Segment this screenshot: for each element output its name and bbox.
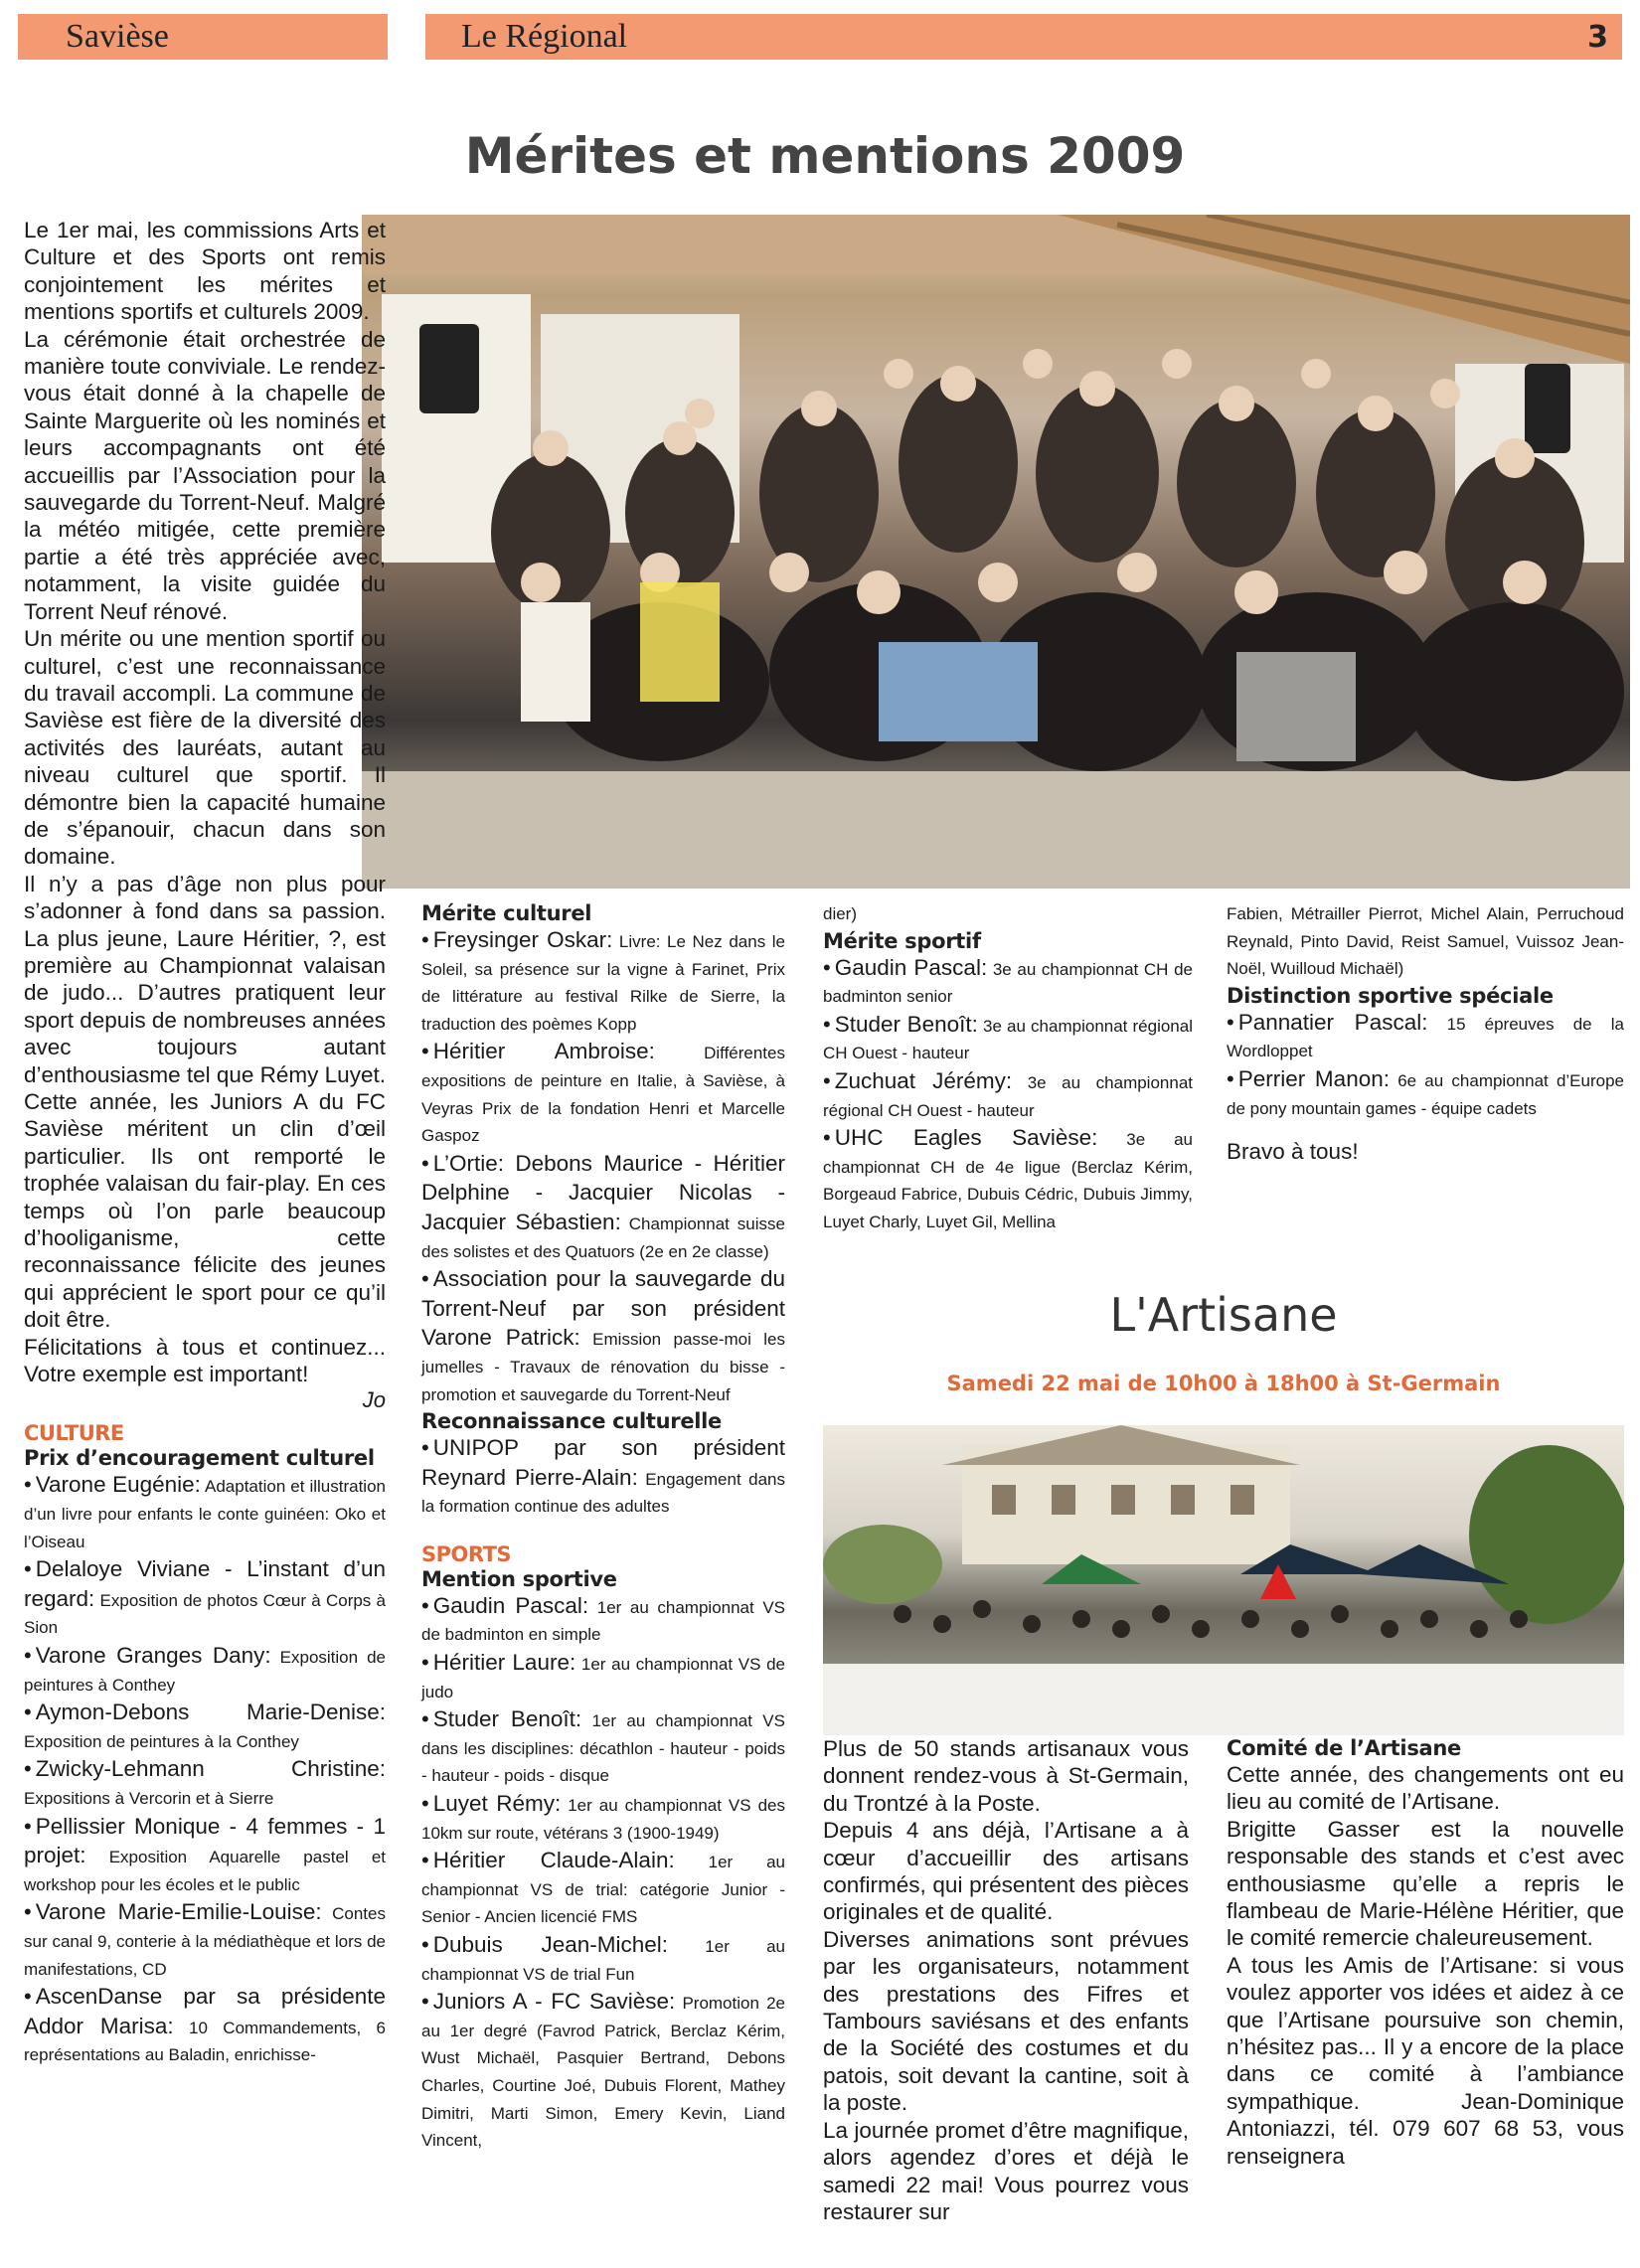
comite-heading: Comité de l’Artisane bbox=[1227, 1736, 1461, 1760]
comite-paragraph-3: A tous les Amis de l’Artisane: si vous voulez apporter vos idées et aidez à ce que l’Artisane poursuive son chemin, n’hésitez pas... Il y a encore de la place dans ce comité à l’ambiance sympathique. Jean-Dominique Antoniazzi, tél. 079 607 68 53, vous renseignera bbox=[1227, 1952, 1624, 2169]
artisane-paragraph-3: Diverses animations sont prévues par les organisateurs, notamment des prestations des Fifres et Tambours saviésans et des enfants de la Société des costumes et du patois, soit devant la cantine, soit à la poste. bbox=[823, 1926, 1189, 2116]
artisane-paragraph-2: Depuis 4 ans déjà, l’Artisane a à cœur d’accueillir des artisans confirmés, qui présentent des pièces originales et de qualité. bbox=[823, 1818, 1189, 1925]
intro-paragraph-1: Le 1er mai, les commissions Arts et Culture et des Sports ont remis conjointement les mérites et mentions sportifs et culturels 2009. bbox=[24, 218, 386, 325]
column-artisane-2 bbox=[1227, 1735, 1624, 2170]
column-awards-2 bbox=[823, 900, 1193, 1236]
author-signature: Jo bbox=[362, 1387, 386, 1413]
merite-culturel-heading: Mérite culturel bbox=[421, 901, 592, 925]
list-item: • Zuchuat Jérémy: 3e au championnat régional CH Ouest - hauteur bbox=[823, 1067, 1193, 1120]
column-artisane-1 bbox=[823, 1735, 1189, 2225]
artisane-subtitle: Samedi 22 mai de 10h00 à 18h00 à St-Germain bbox=[946, 1372, 1501, 1395]
merite-sportif-heading: Mérite sportif bbox=[823, 928, 981, 953]
column-awards-1 bbox=[421, 900, 785, 2155]
header-band-left bbox=[18, 14, 388, 60]
intro-paragraph-4: Il n’y a pas d’âge non plus pour s’adonner à fond dans sa passion. La plus jeune, Laure Héritier, ?, est première au Championnat valaisan de judo... D’autres pratiquent leur sport depuis de nombreuses années avec toujours autant d’enthousiasme tel que Rémy Luyet. bbox=[24, 871, 386, 1087]
list-item: • Delaloye Viviane - L’instant d’un regard: Exposition de photos Cœur à Corps à Sion bbox=[24, 1556, 386, 1638]
closing-text: Bravo à tous! bbox=[1227, 1139, 1359, 1165]
artisane-title: L'Artisane bbox=[1109, 1288, 1338, 1342]
list-item: • Studer Benoît: 3e au championnat régional CH Ouest - hauteur bbox=[823, 1011, 1193, 1063]
list-item: • Varone Eugénie: Adaptation et illustration d’un livre pour enfants le conte guinéen: Oko et l’Oiseau bbox=[24, 1472, 386, 1551]
comite-paragraph-1: Cette année, des changements ont eu lieu au comité de l’Artisane. bbox=[1227, 1762, 1624, 1815]
list-item: • UHC Eagles Savièse: 3e au championnat CH de 4e ligue (Berclaz Kérim, Borgeaud Fabrice, Dubuis Cédric, Dubuis Jimmy, Luyet Charly, Luyet Gil, Mellina bbox=[823, 1125, 1194, 1231]
paper-title: Le Régional bbox=[461, 18, 628, 55]
intro-paragraph-2: La cérémonie était orchestrée de manière toute conviviale. Le rendez-vous était donné à la chapelle de Sainte Marguerite où les nominés et leurs accompagnants ont été accueillis par l’Association pour la sauvegarde du Torrent-Neuf. Malgré la météo mitigée, cette première partie a été très appréciée avec, notamment, la visite guidée du Torrent Neuf rénové. bbox=[24, 326, 386, 624]
uhc-continuation: Fabien, Métrailler Pierrot, Michel Alain, Perruchoud Reynald, Pinto David, Reist Samuel, Vuissoz Jean-Noël, Wuilloud Michaël) bbox=[1227, 904, 1624, 979]
list-item: • Gaudin Pascal: 1er au championnat VS de badminton en simple bbox=[421, 1592, 785, 1645]
list-item: • Héritier Claude-Alain: 1er au championnat VS de trial: catégorie Junior - Senior - Ancien licencié FMS bbox=[421, 1848, 785, 1927]
comite-paragraph-2: Brigitte Gasser est la nouvelle responsable des stands et c’est avec enthousiasme qu’elle a repris le flambeau de Marie-Hélène Héritier, que le comité remercie chaleureusement. bbox=[1227, 1816, 1624, 1951]
list-item: • L’Ortie: Debons Maurice - Héritier Delphine - Jacquier Nicolas - Jacquier Sébastien: Championnat suisse des solistes et des Quatuors (2e en 2e classe) bbox=[421, 1150, 785, 1261]
artisane-paragraph-4: La journée promet d’être magnifique, alors agendez d’ores et déjà le samedi 22 mai! Vous pourrez vous restaurer sur bbox=[823, 2117, 1189, 2224]
list-item: • Varone Marie-Emilie-Louise: Contes sur canal 9, conterie à la médiathèque et lors de manifestations, CD bbox=[24, 1899, 386, 1979]
intro-paragraph-3: Un mérite ou une mention sportif ou culturel, c’est une reconnaissance du travail accompli. La commune de Savièse est fière de la diversité des activités des lauréats, autant au niveau culturel que sportif. Il démontre bien la capacité humaine de s’épanouir, chacun dans son domaine. bbox=[24, 626, 386, 870]
list-item: • Association pour la sauvegarde du Torrent-Neuf par son président Varone Patrick: Emission passe-moi les jumelles - Travaux de rénovation du bisse - promotion et sauvegarde du Torrent-Neuf bbox=[421, 1266, 786, 1404]
list-item: • Freysinger Oskar: Livre: Le Nez dans le Soleil, sa présence sur la vigne à Farinet, Prix de littérature au festival Rilke de Sierre, la traduction des poèmes Kopp bbox=[421, 927, 785, 1034]
intro-paragraph-5: Cette année, les Juniors A du FC Savièse méritent un clin d’œil particulier. Ils ont remporté le trophée valaisan du fair-play. En ces temps où l’on parle beaucoup d’hooliganisme, cette reconnaissance félicite des jeunes qui apprécient le sport pour ce qu’il doit être. bbox=[24, 1089, 386, 1333]
mention-continuation: dier) bbox=[823, 904, 858, 923]
list-item: • Varone Granges Dany: Exposition de peintures à Conthey bbox=[24, 1643, 386, 1695]
list-item: • Juniors A - FC Savièse: Promotion 2e au 1er degré (Favrod Patrick, Berclaz Kérim, Wust Michaël, Pasquier Bertrand, Debons Charles, Courtine Joé, Dubuis Florent, Mathey Dimitri, Marti Simon, Emery Kevin, Liand Vincent, bbox=[421, 1989, 785, 2151]
list-item: • Perrier Manon: 6e au championnat d’Europe de pony mountain games - équipe cadets bbox=[1227, 1065, 1624, 1118]
prix-heading: Prix d’encouragement culturel bbox=[24, 1446, 375, 1471]
group-photo-illustration bbox=[362, 215, 1630, 889]
reconnaissance-heading: Reconnaissance culturelle bbox=[421, 1409, 723, 1434]
list-item: • Dubuis Jean-Michel: 1er au championnat VS de trial Fun bbox=[421, 1932, 786, 1984]
culture-label: CULTURE bbox=[24, 1421, 124, 1446]
artisane-photo bbox=[823, 1425, 1624, 1735]
intro-paragraph-6: Félicitations à tous et continuez... Votre exemple est important! bbox=[24, 1334, 386, 1387]
list-item: • Héritier Ambroise: Différentes expositions de peinture en Italie, à Savièse, à Veyras Prix de la fondation Henri et Marcelle Gaspoz bbox=[421, 1039, 785, 1146]
list-item: • Zwicky-Lehmann Christine: Expositions à Vercorin et à Sierre bbox=[24, 1756, 386, 1808]
list-item: • Gaudin Pascal: 3e au championnat CH de badminton senior bbox=[823, 954, 1193, 1007]
list-item: • UNIPOP par son président Reynard Pierre-Alain: Engagement dans la formation continue des adultes bbox=[421, 1435, 785, 1517]
list-item: • Aymon-Debons Marie-Denise: Exposition de peintures à la Conthey bbox=[24, 1700, 386, 1751]
list-item: • Studer Benoît: 1er au championnat VS dans les disciplines: décathlon - hauteur - poids - hauteur - poids - disque bbox=[421, 1706, 785, 1786]
list-item: • Luyet Rémy: 1er au championnat VS des 10km sur route, vétérans 3 (1900-1949) bbox=[421, 1791, 785, 1843]
group-photo bbox=[362, 215, 1630, 889]
distinction-heading: Distinction sportive spéciale bbox=[1227, 983, 1554, 1008]
column-intro bbox=[24, 217, 386, 2069]
artisane-paragraph-1: Plus de 50 stands artisanaux vous donnent rendez-vous à St-Germain, du Trontzé à la Poste. bbox=[823, 1736, 1189, 1816]
artisane-photo-illustration bbox=[823, 1425, 1624, 1735]
page-number: 3 bbox=[1587, 20, 1608, 55]
article-title: Mérites et mentions 2009 bbox=[464, 127, 1186, 185]
section-label: Savièse bbox=[66, 18, 169, 55]
list-item: • Pannatier Pascal: 15 épreuves de la Wordloppet bbox=[1227, 1009, 1624, 1061]
column-awards-3 bbox=[1227, 900, 1624, 1166]
mention-heading: Mention sportive bbox=[421, 1566, 617, 1591]
header-band-right bbox=[425, 14, 1622, 60]
sports-label: SPORTS bbox=[421, 1541, 512, 1566]
list-item: • AscenDanse par sa présidente Addor Marisa: 10 Commandements, 6 représentations au Baladin, enrichisse- bbox=[24, 1984, 386, 2065]
list-item: • Héritier Laure: 1er au championnat VS de judo bbox=[421, 1650, 785, 1701]
prix-list bbox=[24, 1471, 386, 2068]
list-item: • Pellissier Monique - 4 femmes - 1 projet: Exposition Aquarelle pastel et workshop pour les écoles et le public bbox=[24, 1813, 386, 1894]
